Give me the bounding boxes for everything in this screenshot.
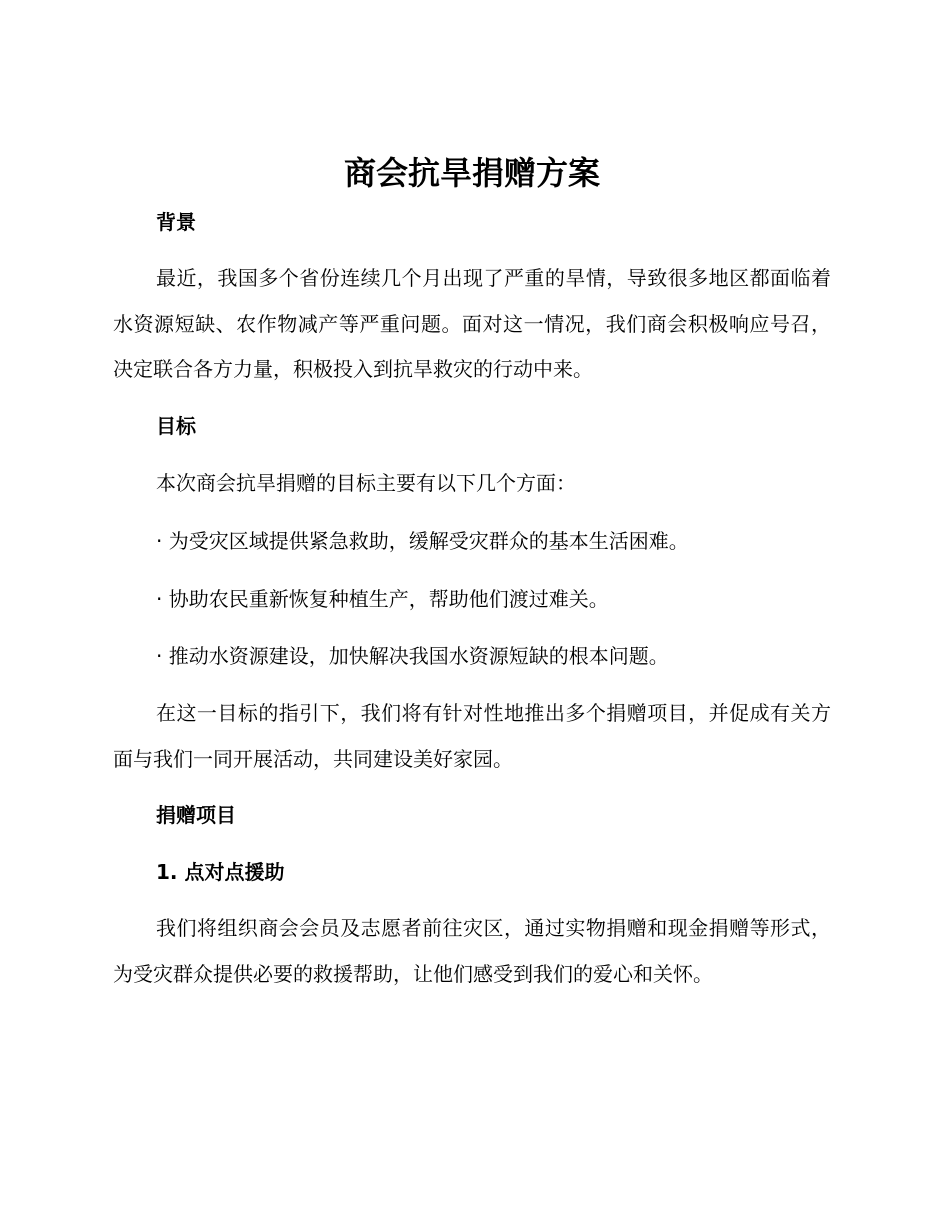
background-paragraph: 最近，我国多个省份连续几个月出现了严重的旱情，导致很多地区都面临着水资源短缺、农作物减产等严重问题。面对这一情况，我们商会积极响应号召，决定联合各方力量，积极投入到抗旱救灾的行动中来。 <box>113 266 831 381</box>
goal-closing-paragraph: 在这一目标的指引下，我们将有针对性地推出多个捐赠项目，并促成有关方面与我们一同开展活动，共同建设美好家园。 <box>113 701 831 771</box>
project-1-paragraph: 我们将组织商会会员及志愿者前往灾区，通过实物捐赠和现金捐赠等形式，为受灾群众提供必要的救援帮助，让他们感受到我们的爱心和关怀。 <box>113 916 831 986</box>
project-1-heading: 1. 点对点援助 <box>156 860 285 884</box>
projects-heading: 捐赠项目 <box>156 803 236 827</box>
background-heading: 背景 <box>156 210 196 234</box>
goal-bullet-2: · 协助农民重新恢复种植生产，帮助他们渡过难关。 <box>156 587 609 611</box>
goal-bullet-3: · 推动水资源建设，加快解决我国水资源短缺的根本问题。 <box>156 644 669 668</box>
goal-intro: 本次商会抗旱捐赠的目标主要有以下几个方面： <box>156 471 576 495</box>
goal-bullet-1: · 为受灾区域提供紧急救助，缓解受灾群众的基本生活困难。 <box>156 529 689 553</box>
goal-heading: 目标 <box>156 414 196 438</box>
document-title: 商会抗旱捐赠方案 <box>343 154 600 192</box>
